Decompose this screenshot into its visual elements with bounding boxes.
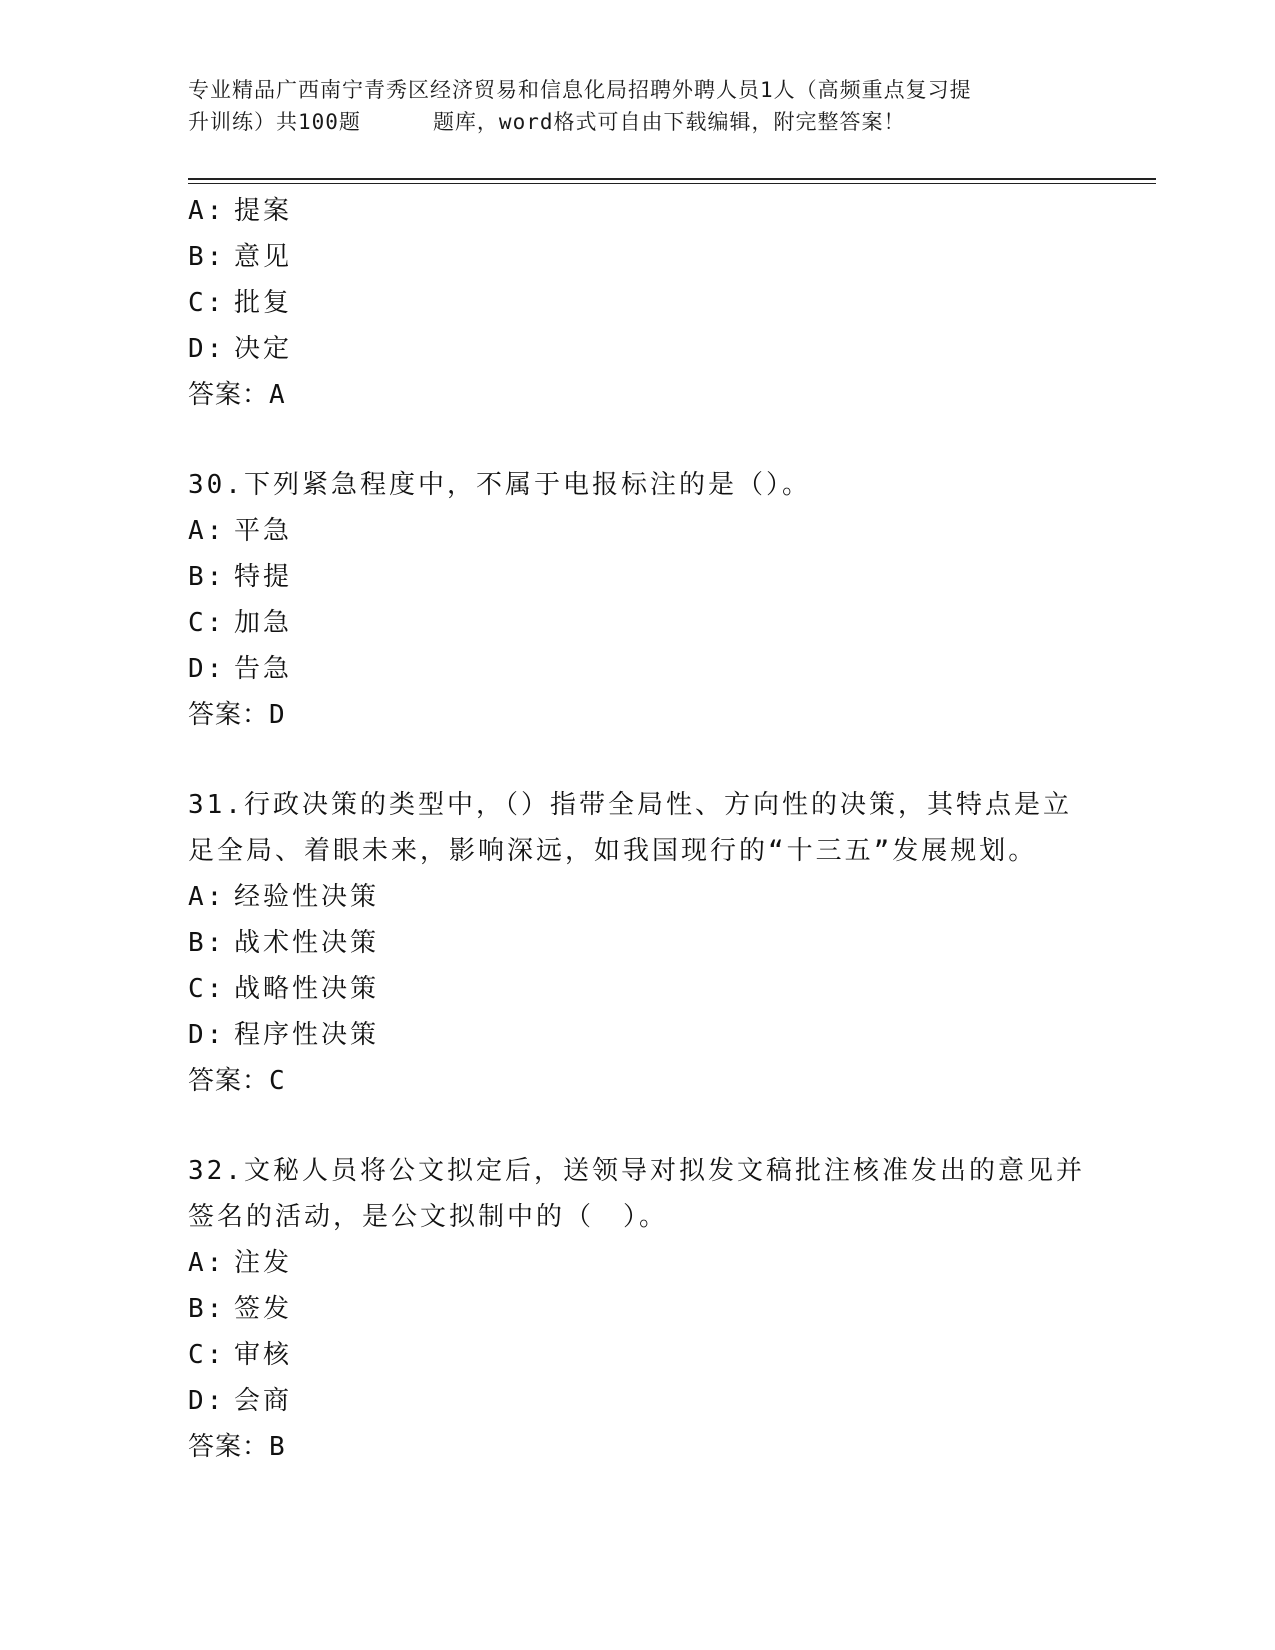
option-row	[188, 920, 1088, 966]
answer-value: C	[269, 1066, 286, 1096]
answer-row	[188, 1424, 1088, 1470]
option-row	[188, 1012, 1088, 1058]
option-row	[188, 1332, 1088, 1378]
option-row	[188, 280, 1088, 326]
option-text: 经验性决策	[234, 882, 380, 912]
option-key: D:	[188, 654, 226, 684]
answer-label: 答案：	[188, 700, 270, 730]
answer-row	[188, 1058, 1088, 1104]
answer-row	[188, 372, 1088, 418]
answer-label: 答案：	[188, 380, 270, 410]
answer-value: D	[269, 700, 286, 730]
page-header	[188, 74, 1088, 138]
question-stem: 30.下列紧急程度中，不属于电报标注的是（）。	[188, 470, 811, 500]
option-key: C:	[188, 1340, 226, 1370]
option-row	[188, 326, 1088, 372]
option-key: D:	[188, 1386, 226, 1416]
option-key: B:	[188, 928, 226, 958]
header-divider-thick	[188, 178, 1156, 180]
option-key: C:	[188, 288, 226, 318]
question-stem: 足全局、着眼未来，影响深远，如我国现行的“十三五”发展规划。	[188, 836, 1038, 866]
option-key: B:	[188, 1294, 226, 1324]
answer-value: B	[269, 1432, 286, 1462]
option-text: 特提	[234, 562, 293, 592]
option-row	[188, 1378, 1088, 1424]
option-key: A:	[188, 882, 226, 912]
option-text: 告急	[234, 654, 293, 684]
option-row	[188, 554, 1088, 600]
question-block-30	[188, 462, 1088, 738]
option-row	[188, 1240, 1088, 1286]
option-text: 批复	[234, 288, 293, 318]
option-text: 意见	[234, 242, 293, 272]
option-row	[188, 874, 1088, 920]
option-row	[188, 1286, 1088, 1332]
option-text: 签发	[234, 1294, 293, 1324]
option-text: 决定	[234, 334, 293, 364]
header-title-line-2b: 题库，word格式可自由下载编辑，附完整答案！	[432, 110, 906, 134]
question-block-32	[188, 1148, 1088, 1470]
option-row	[188, 966, 1088, 1012]
option-text: 战术性决策	[234, 928, 380, 958]
answer-value: A	[269, 380, 286, 410]
header-divider-thin	[188, 183, 1156, 184]
option-key: A:	[188, 196, 226, 226]
question-stem: 32.文秘人员将公文拟定后，送领导对拟发文稿批注核准发出的意见并	[188, 1156, 1085, 1186]
header-title-line-2a: 升训练）共100题	[188, 110, 361, 134]
question-stem: 31.行政决策的类型中，（）指带全局性、方向性的决策，其特点是立	[188, 790, 1072, 820]
option-row	[188, 234, 1088, 280]
header-title-line-2	[188, 106, 1088, 138]
answer-label: 答案：	[188, 1066, 270, 1096]
option-text: 注发	[234, 1248, 293, 1278]
option-key: A:	[188, 1248, 226, 1278]
option-key: B:	[188, 242, 226, 272]
option-text: 战略性决策	[234, 974, 380, 1004]
option-key: D:	[188, 334, 226, 364]
answer-label: 答案：	[188, 1432, 270, 1462]
option-row	[188, 508, 1088, 554]
option-text: 提案	[234, 196, 293, 226]
question-list	[188, 188, 1088, 1470]
option-text: 加急	[234, 608, 293, 638]
option-text: 程序性决策	[234, 1020, 380, 1050]
option-key: D:	[188, 1020, 226, 1050]
option-key: B:	[188, 562, 226, 592]
header-title-line-1: 专业精品广西南宁青秀区经济贸易和信息化局招聘外聘人员1人（高频重点复习提	[188, 78, 972, 102]
option-row	[188, 188, 1088, 234]
answer-row	[188, 692, 1088, 738]
question-stem: 签名的活动，是公文拟制中的（ ）。	[188, 1202, 669, 1232]
option-key: C:	[188, 974, 226, 1004]
option-text: 平急	[234, 516, 293, 546]
option-row	[188, 646, 1088, 692]
option-key: C:	[188, 608, 226, 638]
option-key: A:	[188, 516, 226, 546]
question-block-31	[188, 782, 1088, 1104]
question-block-prev	[188, 188, 1088, 418]
option-text: 审核	[234, 1340, 293, 1370]
option-row	[188, 600, 1088, 646]
option-text: 会商	[234, 1386, 293, 1416]
